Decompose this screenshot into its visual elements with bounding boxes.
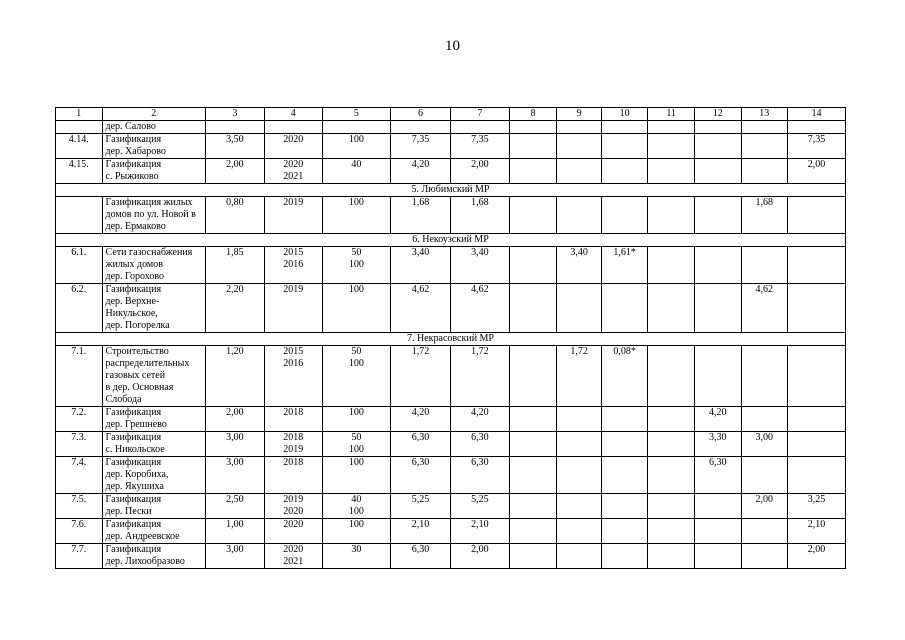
table-cell: 50 100 [322,432,390,457]
table-cell [509,197,557,234]
table-cell: 6,30 [450,432,509,457]
table-cell: 3,00 [741,432,788,457]
table-cell: 2015 2016 [264,346,322,407]
column-number: 14 [788,108,846,121]
table-cell: 0,08* [601,346,648,407]
table-cell: 100 [322,197,390,234]
table-cell [648,494,695,519]
table-cell: 2,00 [205,159,264,184]
table-cell [648,197,695,234]
table-cell: 3,00 [205,457,264,494]
table-cell [741,519,788,544]
table-cell [648,134,695,159]
table-cell: 1,72 [390,346,450,407]
table-cell [648,519,695,544]
table-cell: 6,30 [390,544,450,569]
table-cell: 7.7. [56,544,103,569]
column-number: 12 [694,108,741,121]
table-cell [509,457,557,494]
table-cell: 2,00 [741,494,788,519]
table-cell [557,407,601,432]
table-cell: 4,20 [390,159,450,184]
column-number-row [56,108,846,121]
table-cell [788,432,846,457]
table-cell: 4,20 [694,407,741,432]
table-cell: 40 [322,159,390,184]
table-cell: 7,35 [788,134,846,159]
table-cell [509,346,557,407]
table-cell: 3,00 [205,432,264,457]
table-cell [557,494,601,519]
column-number: 13 [741,108,788,121]
table-cell [557,284,601,333]
table-cell: 1,72 [450,346,509,407]
section-title: 6. Некоузский МР [56,234,846,247]
table-cell [205,121,264,134]
table-cell [509,134,557,159]
table-cell [694,197,741,234]
table-cell [601,457,648,494]
table-cell [694,247,741,284]
table-cell: 2018 [264,407,322,432]
table-cell: 2,00 [788,544,846,569]
column-number: 10 [601,108,648,121]
table-cell [741,247,788,284]
table-cell [741,346,788,407]
table-cell [557,134,601,159]
table-cell: 2,00 [450,159,509,184]
table-row [56,134,846,159]
table-cell: 50 100 [322,346,390,407]
table-cell: Газификация с. Рыжиково [102,159,205,184]
table-row [56,159,846,184]
table-cell [788,121,846,134]
table-cell [741,159,788,184]
table-cell [694,494,741,519]
column-number: 1 [56,108,103,121]
table-cell [264,121,322,134]
table-cell [694,134,741,159]
table-cell [601,284,648,333]
table-cell: 3,30 [694,432,741,457]
table-cell: 1,85 [205,247,264,284]
table-cell [601,197,648,234]
table-cell [601,494,648,519]
table-row [56,284,846,333]
column-number: 3 [205,108,264,121]
table-cell [56,121,103,134]
table-cell [741,457,788,494]
table-cell [509,284,557,333]
table-cell [509,407,557,432]
table-cell [741,544,788,569]
table-cell: 40 100 [322,494,390,519]
table-cell [509,519,557,544]
table-cell: 0,80 [205,197,264,234]
table-cell [648,457,695,494]
table-cell: 100 [322,407,390,432]
table-cell: Газификация дер. Грешнево [102,407,205,432]
table-row [56,432,846,457]
section-title: 7. Некрасовский МР [56,333,846,346]
table-cell [694,284,741,333]
table-cell: 4.14. [56,134,103,159]
table-cell: 6,30 [390,432,450,457]
table-cell [509,247,557,284]
section-title: 5. Любимский МР [56,184,846,197]
table-cell: Газификация дер. Андреевское [102,519,205,544]
table-cell [509,159,557,184]
table-cell: Газификация дер. Пески [102,494,205,519]
table-cell: 2015 2016 [264,247,322,284]
table-cell: 50 100 [322,247,390,284]
table-cell: 4,20 [390,407,450,432]
table-cell [601,134,648,159]
table-cell [648,407,695,432]
table-cell [601,121,648,134]
table-cell: 6,30 [390,457,450,494]
table-cell: дер. Салово [102,121,205,134]
table-cell: 2,50 [205,494,264,519]
table-cell [741,134,788,159]
table-cell: 2,10 [450,519,509,544]
table-cell: Строительство распределительных газовых сетей в дер. Основная Слобода [102,346,205,407]
table-cell: 100 [322,519,390,544]
table-cell: 3,50 [205,134,264,159]
table-cell [390,121,450,134]
table-cell: 2,00 [450,544,509,569]
table-cell: 5,25 [390,494,450,519]
table-row [56,494,846,519]
table-cell: 100 [322,284,390,333]
table-cell [557,159,601,184]
table-cell: 2020 2021 [264,159,322,184]
table-cell: 3,00 [205,544,264,569]
table-cell [557,544,601,569]
table-cell: 30 [322,544,390,569]
table-cell: 2,10 [788,519,846,544]
table-row [56,346,846,407]
table-cell [509,544,557,569]
column-number: 7 [450,108,509,121]
table-cell: 2020 [264,134,322,159]
table-cell: 4,62 [450,284,509,333]
table-cell: 7,35 [450,134,509,159]
table-cell [322,121,390,134]
table-cell: 2020 [264,519,322,544]
table-cell: 1,68 [741,197,788,234]
table-cell: 6,30 [694,457,741,494]
table-cell [601,432,648,457]
table-cell: 7.1. [56,346,103,407]
table-cell: 1,00 [205,519,264,544]
table-cell [648,544,695,569]
table-cell [648,346,695,407]
section-row [56,333,846,346]
table-cell: 1,20 [205,346,264,407]
table-cell [601,159,648,184]
table-cell: Газификация дер. Коробиха, дер. Якушиха [102,457,205,494]
table-cell: 3,40 [390,247,450,284]
table-cell [601,519,648,544]
table-cell: Газификация дер. Хабарово [102,134,205,159]
table-cell: 2,20 [205,284,264,333]
table-cell: Сети газоснабжения жилых домов дер. Горохово [102,247,205,284]
table-cell: 2,10 [390,519,450,544]
table-cell: 7.2. [56,407,103,432]
table-cell [788,247,846,284]
table-cell: 2018 [264,457,322,494]
table-cell [557,121,601,134]
column-number: 9 [557,108,601,121]
table-cell: Газификация жилых домов по ул. Новой в дер. Ермаково [102,197,205,234]
table-cell [788,407,846,432]
table-cell: 2019 [264,197,322,234]
table-cell [557,457,601,494]
table-cell: 7,35 [390,134,450,159]
table-cell [648,432,695,457]
table-cell [648,284,695,333]
table-cell: 7.3. [56,432,103,457]
column-number: 8 [509,108,557,121]
gasification-table [55,107,846,569]
table-cell: 2018 2019 [264,432,322,457]
section-row [56,184,846,197]
table-cell [601,544,648,569]
table-cell [741,121,788,134]
table-cell [694,544,741,569]
table-cell: 2,00 [788,159,846,184]
table-cell: Газификация дер. Верхне-Никульское, дер. Погорелка [102,284,205,333]
table-cell: 4,20 [450,407,509,432]
table-cell [648,121,695,134]
table-cell: 2019 2020 [264,494,322,519]
table-cell: 7.5. [56,494,103,519]
table-row [56,197,846,234]
table-cell [788,197,846,234]
table-cell [694,159,741,184]
table-cell [741,407,788,432]
table-cell [694,346,741,407]
column-number: 4 [264,108,322,121]
table-row [56,519,846,544]
table-cell [56,197,103,234]
table-cell: 2019 [264,284,322,333]
table-cell: 2020 2021 [264,544,322,569]
table-cell: 4.15. [56,159,103,184]
table-cell: 1,61* [601,247,648,284]
table-cell [601,407,648,432]
section-row [56,234,846,247]
table-cell [648,159,695,184]
table-cell: 2,00 [205,407,264,432]
table-cell [788,346,846,407]
table-cell: 3,25 [788,494,846,519]
table-cell: 6.2. [56,284,103,333]
table-cell: 3,40 [450,247,509,284]
column-number: 6 [390,108,450,121]
table-cell: 6.1. [56,247,103,284]
table-cell [557,519,601,544]
table-cell: 3,40 [557,247,601,284]
table-cell: Газификация с. Никольское [102,432,205,457]
table-cell: 1,72 [557,346,601,407]
table-cell: 100 [322,457,390,494]
table-cell [648,247,695,284]
table-row [56,121,846,134]
table-row [56,457,846,494]
table-cell: 7.4. [56,457,103,494]
table-cell [450,121,509,134]
table-cell [509,432,557,457]
table-row [56,407,846,432]
table-cell [509,494,557,519]
table-cell [557,432,601,457]
table-cell: 4,62 [390,284,450,333]
table-cell: 1,68 [450,197,509,234]
table-cell: 100 [322,134,390,159]
column-number: 2 [102,108,205,121]
table-row [56,247,846,284]
table-cell: 4,62 [741,284,788,333]
table-cell [788,284,846,333]
table-cell: Газификация дер. Лихообразово [102,544,205,569]
table-cell: 6,30 [450,457,509,494]
page-number: 10 [445,38,460,54]
column-number: 5 [322,108,390,121]
table-cell [509,121,557,134]
table-row [56,544,846,569]
column-number: 11 [648,108,695,121]
table-cell [557,197,601,234]
table-cell: 7.6. [56,519,103,544]
table-cell [788,457,846,494]
table-cell [694,121,741,134]
table-cell: 1,68 [390,197,450,234]
table-cell: 5,25 [450,494,509,519]
table-cell [694,519,741,544]
